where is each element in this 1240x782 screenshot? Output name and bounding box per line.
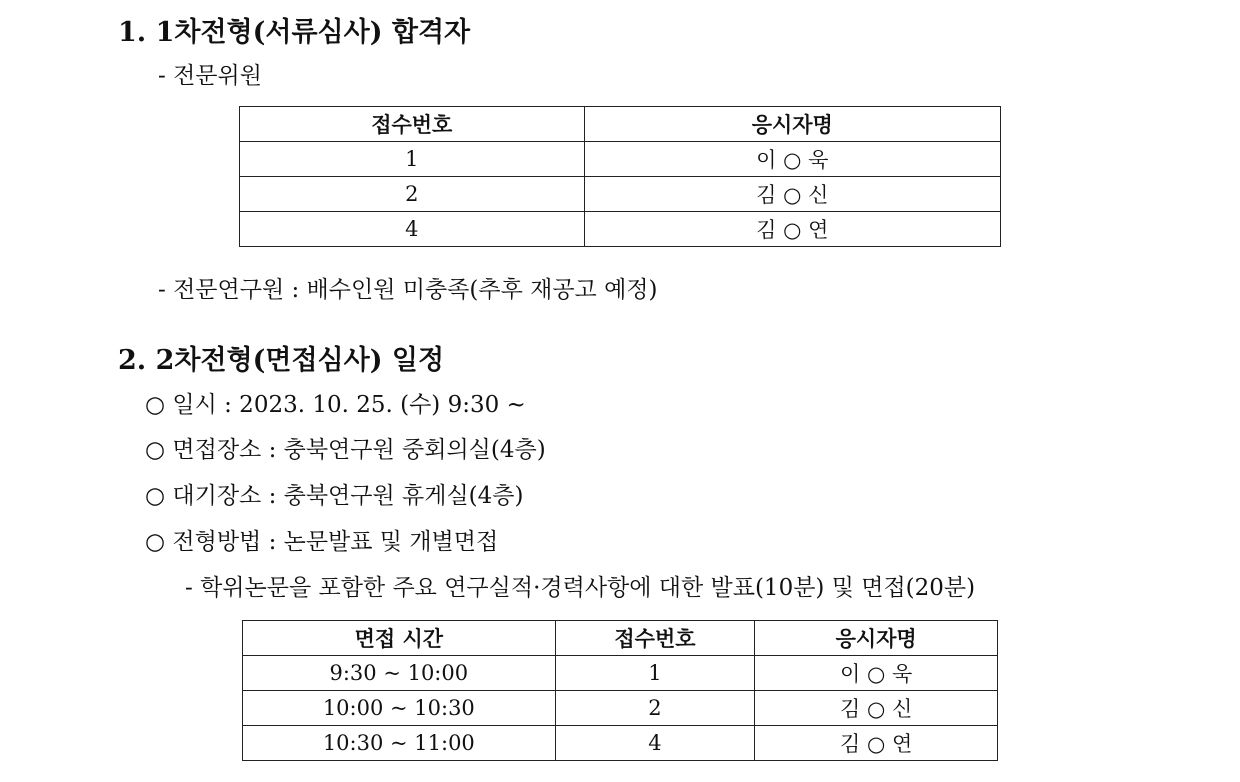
receipt-number-cell: 2 [240, 177, 585, 212]
applicant-name-cell: 김 ○ 연 [584, 212, 1000, 247]
column-header-applicant-name: 응시자명 [584, 107, 1000, 142]
table-row [243, 656, 998, 691]
applicant-name-cell: 김 ○ 연 [755, 726, 998, 761]
schedule-datetime: ○ 일시 : 2023. 10. 25. (수) 9:30 ~ [145, 392, 526, 418]
section1-subheading-expert: - 전문위원 [158, 63, 262, 89]
table-row [240, 212, 1001, 247]
receipt-number-cell: 1 [555, 656, 755, 691]
receipt-number-cell: 2 [555, 691, 755, 726]
screening-method: ○ 전형방법 : 논문발표 및 개별면접 [145, 529, 499, 555]
receipt-number-cell: 1 [240, 142, 585, 177]
applicant-name-cell: 이 ○ 욱 [755, 656, 998, 691]
table-header-row [243, 621, 998, 656]
interview-time-cell: 10:00 ~ 10:30 [243, 691, 556, 726]
applicant-name-cell: 김 ○ 신 [755, 691, 998, 726]
table-header-row [240, 107, 1001, 142]
presentation-note: - 학위논문을 포함한 주요 연구실적·경력사항에 대한 발표(10분) 및 면접(20분) [185, 575, 976, 601]
table-row [240, 177, 1001, 212]
table-row [240, 142, 1001, 177]
column-header-receipt-number: 접수번호 [240, 107, 585, 142]
waiting-location: ○ 대기장소 : 충북연구원 휴게실(4층) [145, 483, 524, 509]
column-header-receipt-number: 접수번호 [555, 621, 755, 656]
interview-location: ○ 면접장소 : 충북연구원 중회의실(4층) [145, 437, 546, 463]
section1-subheading-researcher: - 전문연구원 : 배수인원 미충족(추후 재공고 예정) [158, 277, 658, 303]
applicant-name-cell: 김 ○ 신 [584, 177, 1000, 212]
receipt-number-cell: 4 [555, 726, 755, 761]
column-header-applicant-name: 응시자명 [755, 621, 998, 656]
section1-heading: 1. 1차전형(서류심사) 합격자 [118, 17, 471, 48]
column-header-interview-time: 면접 시간 [243, 621, 556, 656]
first-round-pass-table [239, 106, 1001, 247]
table-row [243, 726, 998, 761]
section2-heading: 2. 2차전형(면접심사) 일정 [118, 345, 445, 376]
table-row [243, 691, 998, 726]
interview-time-cell: 10:30 ~ 11:00 [243, 726, 556, 761]
applicant-name-cell: 이 ○ 욱 [584, 142, 1000, 177]
interview-schedule-table [242, 620, 998, 761]
receipt-number-cell: 4 [240, 212, 585, 247]
interview-time-cell: 9:30 ~ 10:00 [243, 656, 556, 691]
